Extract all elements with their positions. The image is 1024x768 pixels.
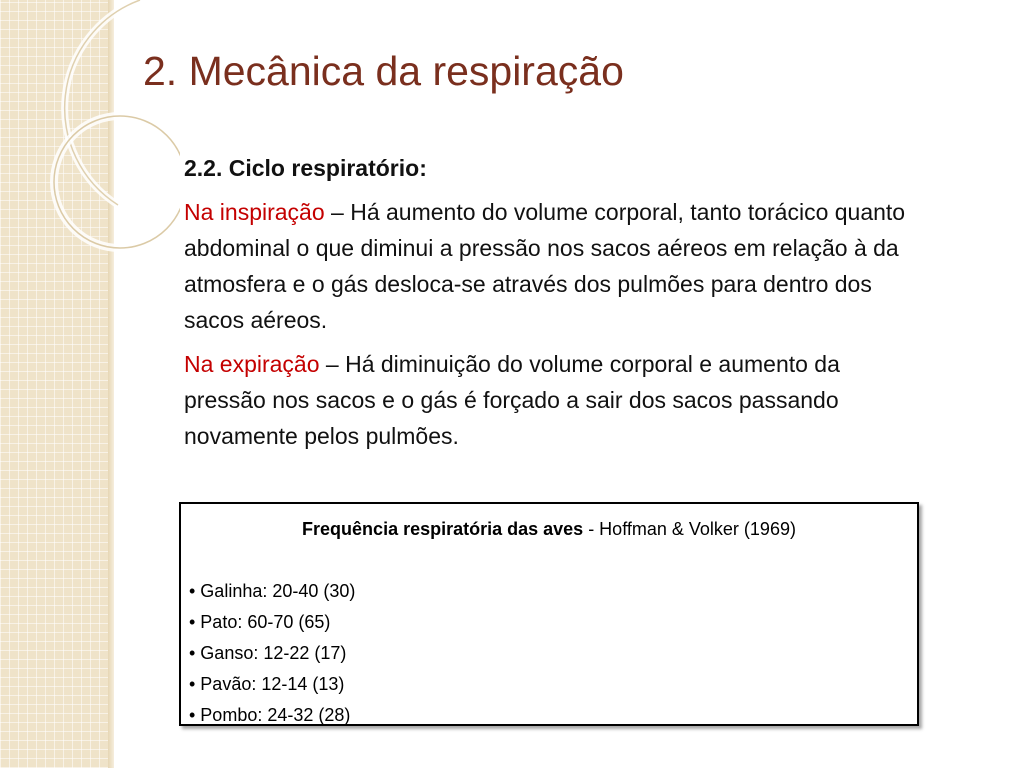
paragraph-inspiration xyxy=(184,194,914,338)
paragraph-expiration xyxy=(184,346,914,454)
content-area xyxy=(184,150,914,462)
respiratory-frequency-box xyxy=(179,502,919,726)
box-header-source: - Hoffman & Volker (1969) xyxy=(583,519,796,539)
list-item: • Ganso: 12-22 (17) xyxy=(189,643,347,663)
slide-title: 2. Mecânica da respiração xyxy=(143,48,624,94)
bird-frequency-list xyxy=(189,576,909,731)
section-subheading: 2.2. Ciclo respiratório: xyxy=(184,155,427,181)
list-item: • Pato: 60-70 (65) xyxy=(189,612,331,632)
paragraph-expiration-text: – Há diminuição do volume corporal e aumento da pressão nos sacos e o gás é forçado a sair dos sacos passando novamente pelos pulmões. xyxy=(184,351,840,449)
paragraph-inspiration-text: – Há aumento do volume corporal, tanto torácico quanto abdominal o que diminui a pressão nos sacos aéreos em relação à da atmosfera e o gás desloca-se através dos pulmões para dentro dos sacos aéreos. xyxy=(184,199,906,333)
box-header xyxy=(189,514,909,545)
box-header-title: Frequência respiratória das aves xyxy=(302,519,584,539)
list-item: • Pavão: 12-14 (13) xyxy=(189,674,345,694)
term-inspiration: Na inspiração xyxy=(184,199,325,225)
list-item: • Pombo: 24-32 (28) xyxy=(189,705,351,725)
decorative-circles xyxy=(0,0,180,260)
term-expiration: Na expiração xyxy=(184,351,320,377)
list-item: • Galinha: 20-40 (30) xyxy=(189,581,356,601)
